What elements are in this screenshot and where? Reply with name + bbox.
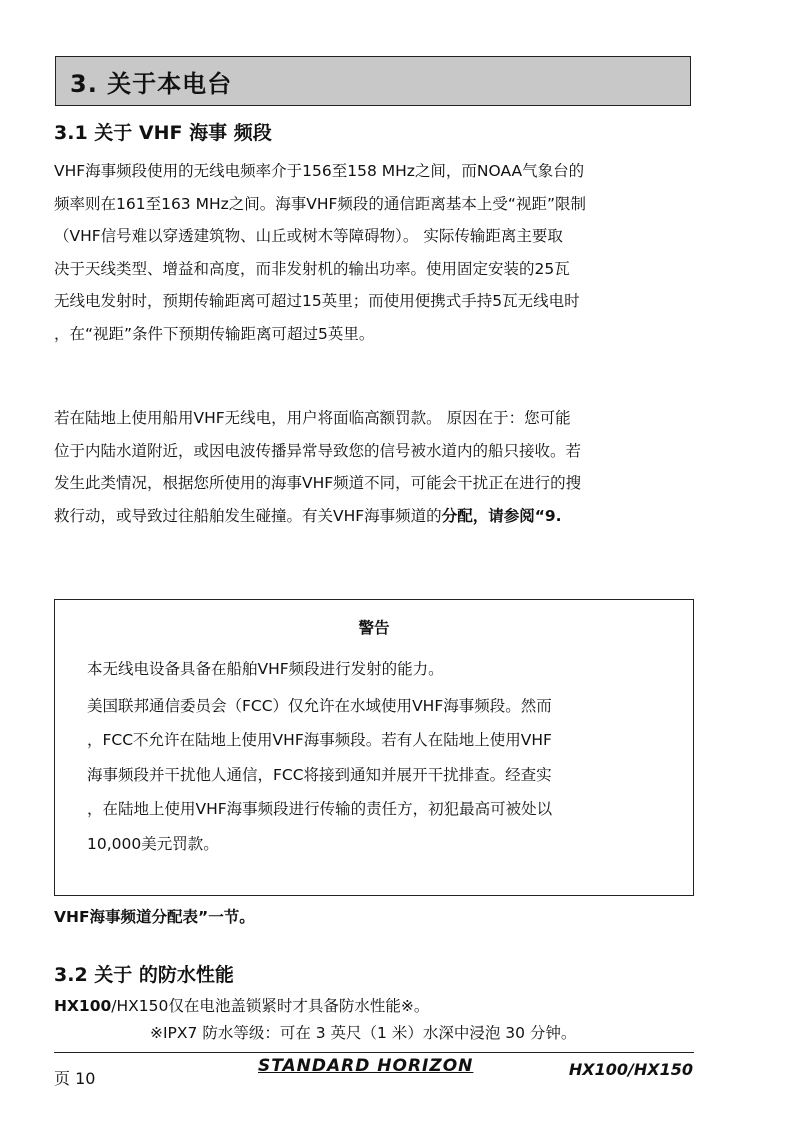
section-3-1-title: 3.1 关于 VHF 海事 频段	[54, 122, 272, 144]
waterproof-statement	[54, 994, 429, 1016]
warning-line: ，FCC不允许在陆地上使用VHF海事频段。若有人在陆地上使用VHF	[87, 731, 552, 749]
text-segment: 救行动，或导致过往船舶发生碰撞。有关VHF海事频道的	[54, 506, 442, 525]
warning-line: 本无线电设备具备在船舶VHF频段进行发射的能力。	[87, 660, 444, 678]
text-line: 位于内陆水道附近，或因电波传播异常导致您的信号被水道内的船只接收。若	[54, 441, 582, 460]
chapter-header	[55, 56, 691, 106]
section-3-1-paragraph-1	[54, 155, 696, 350]
warning-line: 海事频段并干扰他人通信，FCC将接到通知并展开干扰排查。经查实	[87, 765, 552, 784]
warning-box	[54, 599, 694, 896]
warning-text	[87, 652, 552, 861]
text-line	[54, 500, 696, 533]
model-name: HX100	[54, 997, 112, 1015]
brand-logo: STANDARD HORIZON	[258, 1056, 474, 1076]
warning-title: 警告	[358, 619, 390, 637]
warning-line: ，在陆地上使用VHF海事频段进行传输的责任方，初犯最高可被处以	[87, 800, 553, 818]
text-segment: /HX150仅在电池盖锁紧时才具备防水性能※。	[111, 997, 430, 1015]
text-line: ，在“视距”条件下预期传输距离可超过5英里。	[54, 324, 375, 343]
footer-divider	[54, 1052, 694, 1053]
ipx7-note: ※IPX7 防水等级：可在 3 英尺（1 米）水深中浸泡 30 分钟。	[150, 1024, 577, 1042]
warning-line: 美国联邦通信委员会（FCC）仅允许在水域使用VHF海事频段。然而	[87, 696, 552, 715]
model-number: HX100/HX150	[568, 1060, 693, 1079]
section-3-1-paragraph-2	[54, 402, 696, 532]
chapter-title: 3. 关于本电台	[70, 69, 233, 98]
text-line: （VHF信号难以穿透建筑物、山丘或树木等障碍物）。 实际传输距离主要取	[54, 227, 563, 245]
section-3-1-continuation: VHF海事频道分配表”一节。	[54, 908, 255, 926]
text-line: 决于天线类型、增益和高度，而非发射机的输出功率。使用固定安装的25瓦	[54, 259, 570, 278]
section-3-2-title: 3.2 关于 的防水性能	[54, 964, 234, 986]
page-number: 页 10	[54, 1069, 96, 1088]
text-line: 发生此类情况，根据您所使用的海事VHF频道不同，可能会干扰正在进行的搜	[54, 474, 582, 492]
cross-reference-text: 分配，请参阅“9.	[441, 506, 562, 525]
warning-line: 10,000美元罚款。	[87, 834, 219, 853]
text-line: VHF海事频段使用的无线电频率介于156至158 MHz之间，而NOAA气象台的	[54, 162, 585, 180]
text-line: 若在陆地上使用船用VHF无线电，用户将面临高额罚款。 原因在于：您可能	[54, 409, 571, 427]
text-line: 频率则在161至163 MHz之间。海事VHF频段的通信距离基本上受“视距”限制	[54, 194, 586, 213]
text-line: 无线电发射时，预期传输距离可超过15英里；而使用便携式手持5瓦无线电时	[54, 292, 580, 310]
